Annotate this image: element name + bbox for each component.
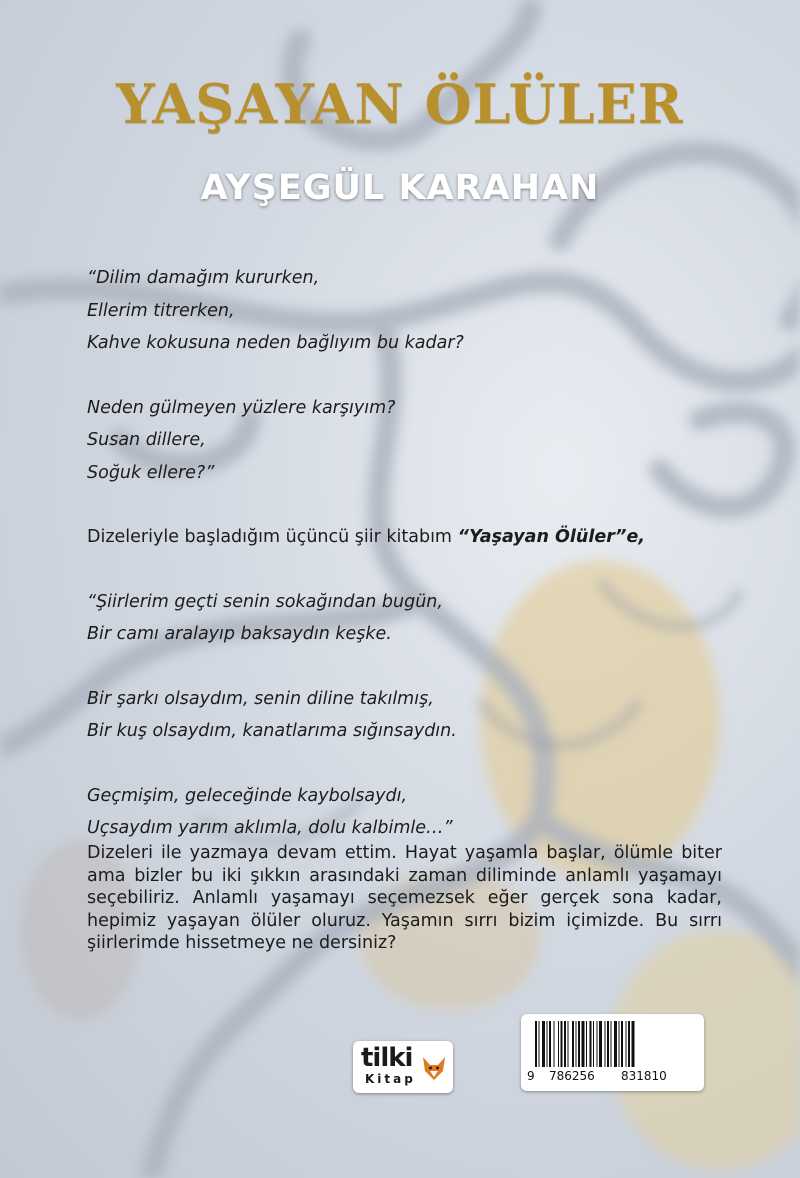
book-title: YAŞAYAN ÖLÜLER xyxy=(116,72,684,136)
poem-line: Geçmişim, geleceğinde kaybolsaydı, xyxy=(87,785,408,806)
intro-emphasis: “Yaşayan Ölüler”e, xyxy=(457,527,645,547)
poem-line: Bir kuş olsaydım, kanatlarıma sığınsaydın. xyxy=(87,721,457,741)
poem-line: “Dilim damağım kururken, xyxy=(87,268,320,288)
publisher-name: tilki xyxy=(361,1043,413,1073)
barcode-digit-first: 9 xyxy=(527,1069,535,1083)
intro-text: Dizeleriyle başladığım üçüncü şiir kitabım xyxy=(87,527,452,547)
poem-line: Neden gülmeyen yüzlere karşıyım? xyxy=(87,397,396,418)
barcode-bars xyxy=(533,1021,693,1067)
poem-line: Soğuk ellere?” xyxy=(87,462,215,483)
closing-paragraph: Dizeleri ile yazmaya devam ettim. Hayat yaşamla başlar, ölümle biter ama bizler bu iki şıkkın arasındaki zaman diliminde anlamlı yaşamayı seçebiliriz. Anlamlı yaşamayı seçemezsek eğer gerçek sona kadar, hepimiz yaşayan ölüler oluruz. Yaşamın sırrı bizim içimizde. Bu sırrı şiirlerimde hissetmeye ne dersiniz? xyxy=(87,843,722,953)
barcode-digits-group1: 786256 xyxy=(549,1069,595,1083)
isbn-barcode xyxy=(521,1014,704,1091)
poem-line: Bir camı aralayıp baksaydın keşke. xyxy=(87,624,392,644)
author-name: AYŞEGÜL KARAHAN xyxy=(200,168,600,208)
back-cover-text xyxy=(87,262,727,845)
poem-line: Ellerim titrerken, xyxy=(87,300,235,321)
poem-line: Bir şarkı olsaydım, senin diline takılmış, xyxy=(87,688,434,709)
fox-icon xyxy=(419,1053,449,1083)
poem-line: Susan dillere, xyxy=(87,430,206,450)
intro-line xyxy=(87,521,727,554)
publisher-logo xyxy=(353,1041,453,1093)
publisher-subname: Kitap xyxy=(365,1072,416,1086)
barcode-digits-group2: 831810 xyxy=(621,1069,667,1083)
poem-line: “Şiirlerim geçti senin sokağından bugün, xyxy=(87,591,443,612)
poem-line: Uçsaydım yarım aklımla, dolu kalbimle…” xyxy=(87,818,453,838)
poem-line: Kahve kokusuna neden bağlıyım bu kadar? xyxy=(87,333,464,353)
